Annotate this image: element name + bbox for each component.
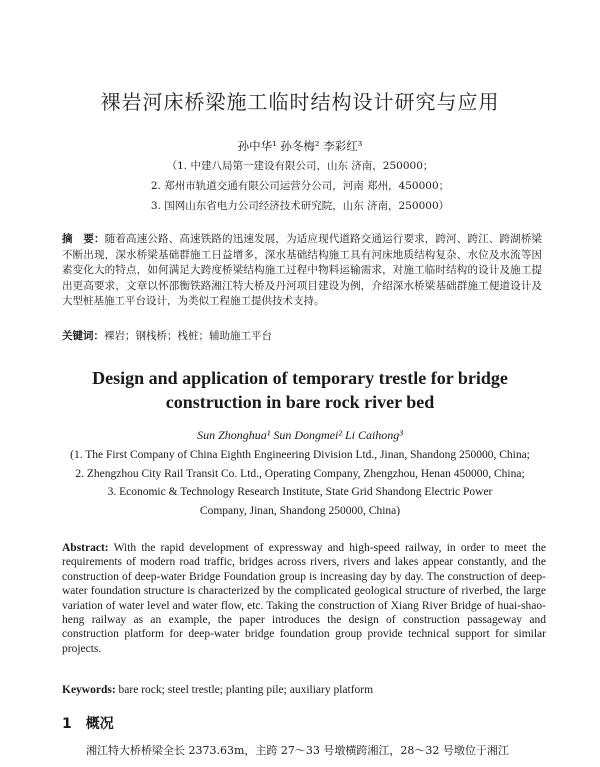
chinese-affiliation-2: 2. 郑州市轨道交通有限公司运营分公司，河南 郑州，450000； [150, 180, 450, 192]
english-keywords-text: bare rock; steel trestle; planting pile; auxiliary platform [118, 684, 374, 696]
english-affiliation-2: 2. Zhengzhou City Rail Transit Co. Ltd., Operating Company, Zhengzhou, Henan 450000, China; [75, 467, 525, 480]
body-paragraph: 湘江特大桥桥梁全长 2373.63m，主跨 27～33 号墩横跨湘江，28～32 号墩位于湘江 [86, 744, 509, 757]
english-affiliation-3-cont: Company, Jinan, Shandong 250000, China) [199, 504, 401, 517]
section-number: 1 [62, 716, 72, 732]
english-abstract-text: With the rapid development of expressway and high-speed railway, in order to meet the requirements of modern road traffic, bridges across rivers, rivers and lakes appear constantly, and the construction of deep-water Bridge Foundation group is increasing day by day. The construction of deep-water foundation structure is characterized by the complicated geological structure of riverbed, the large variation of water level and water flow, etc. Taking the construction of Xiang River Bridge of huai-shao-heng railway as an example, the paper introduces the design of construction passageway and construction platform for deep-water bridge foundation group provide technical support for similar projects. [62, 542, 546, 655]
section-heading [62, 713, 114, 733]
english-authors: Sun Zhonghua¹ Sun Dongmei² Li Caihong³ [197, 428, 403, 442]
chinese-affiliation-3: 3. 国网山东省电力公司经济技术研究院，山东 济南，250000） [150, 200, 450, 212]
chinese-authors: 孙中华¹ 孙冬梅² 李彩红³ [237, 139, 363, 153]
english-affiliation-3: 3. Economic & Technology Research Institute, State Grid Shandong Electric Power [107, 486, 493, 498]
english-title [0, 366, 600, 414]
english-affiliations [55, 446, 545, 520]
chinese-abstract-text: 随着高速公路、高速铁路的迅速发展，为适应现代道路交通运行要求，跨河、跨江、跨湖桥梁不断出现，深水桥梁基础群施工日益增多，深水基础结构施工具有河床地质结构复杂、水位及水流等因素变化大的特点，如何满足大跨度桥梁结构施工过程中物料运输需求，对施工临时结构的设计及施工提出更高要求，文章以怀邵衡铁路湘江特大桥及丹河项目建设为例，介绍深水桥梁基础群施工便道设计及大型桩基施工平台设计，为类似工程施工提供技术支持。 [62, 233, 543, 307]
chinese-abstract-label: 摘 要： [62, 233, 105, 245]
english-abstract-label: Abstract: [62, 542, 109, 554]
english-title-line-2: construction in bare rock river bed [165, 392, 435, 412]
chinese-keywords [62, 328, 542, 343]
english-title-line-1: Design and application of temporary trestle for bridge [92, 368, 508, 388]
english-abstract [62, 541, 546, 656]
english-keywords-label: Keywords: [62, 684, 116, 696]
chinese-abstract [62, 232, 542, 310]
chinese-title: 裸岩河床桥梁施工临时结构设计研究与应用 [100, 90, 500, 114]
english-keywords [62, 684, 546, 696]
section-title: 概况 [85, 716, 114, 732]
chinese-keywords-text: 裸岩；钢栈桥；栈桩；辅助施工平台 [104, 330, 272, 342]
chinese-affiliation-1: （1. 中建八局第一建设有限公司，山东 济南，250000； [166, 160, 434, 172]
english-affiliation-1: (1. The First Company of China Eighth Engineering Division Ltd., Jinan, Shandong 250000, China; [70, 449, 530, 461]
chinese-keywords-label: 关键词： [62, 330, 104, 342]
